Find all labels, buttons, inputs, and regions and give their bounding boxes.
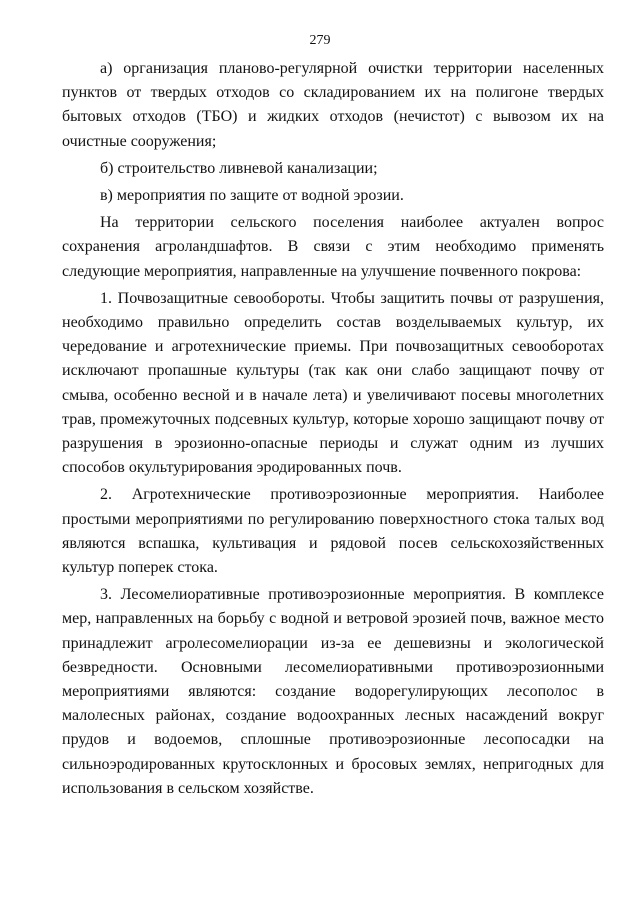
paragraph-item-a: а) организация планово-регулярной очистки территории населенных пунктов от твердых отходов со складированием их на полигоне твердых бытовых отходов (ТБО) и жидких отходов (нечистот) с вывозом их на очистные сооружения; (62, 60, 604, 150)
paragraph-point-2: 2. Агротехнические противоэрозионные мероприятия. Наиболее простыми мероприятиями по регулированию поверхностного стока талых вод являются вспашка, культивация и рядовой посев сельскохозяйственных культур поперек стока. (62, 486, 604, 577)
paragraph-item-c: в) мероприятия по защите от водной эрозии. (100, 187, 404, 205)
paragraph-point-1: 1. Почвозащитные севообороты. Чтобы защитить почвы от разрушения, необходимо правильно определить состав возделываемых культур, их чередование и агротехнические приемы. При почвозащитных севооборотах исключают пропашные культуры (так как они слабо защищают почву от смыва, особенно весной и в начале лета) и увеличивают посевы многолетних трав, промежуточных подсевных культур, которые хорошо защищают почву от разрушения в эрозионно-опасные периоды и служат одним из лучших способов окультурирования эродированных почв. (62, 289, 604, 477)
paragraph-point-3: 3. Лесомелиоративные противоэрозионные мероприятия. В комплексе мер, направленных на борьбу с водной и ветровой эрозией почв, важное место принадлежит агролесомелиорации из-за ее дешевизны и экологической безвредности. Основными лесомелиоративными противоэрозионными мероприятиями являются: создание водорегулирующих лесополос в малолесных районах, создание водоохранных лесных насаждений вокруг прудов и водоемов, сплошные противоэрозионные лесопосадки на сильноэродированных крутосклонных и бросовых землях, непригодных для использования в сельском хозяйстве. (62, 586, 604, 797)
paragraph-item-b: б) строительство ливневой канализации; (100, 159, 378, 177)
page-body (62, 57, 604, 801)
paragraph-intro: На территории сельского поселения наиболее актуален вопрос сохранения агроландшафтов. В связи с этим необходимо применять следующие мероприятия, направленные на улучшение почвенного покрова: (62, 214, 604, 280)
page-number: 279 (309, 33, 331, 48)
